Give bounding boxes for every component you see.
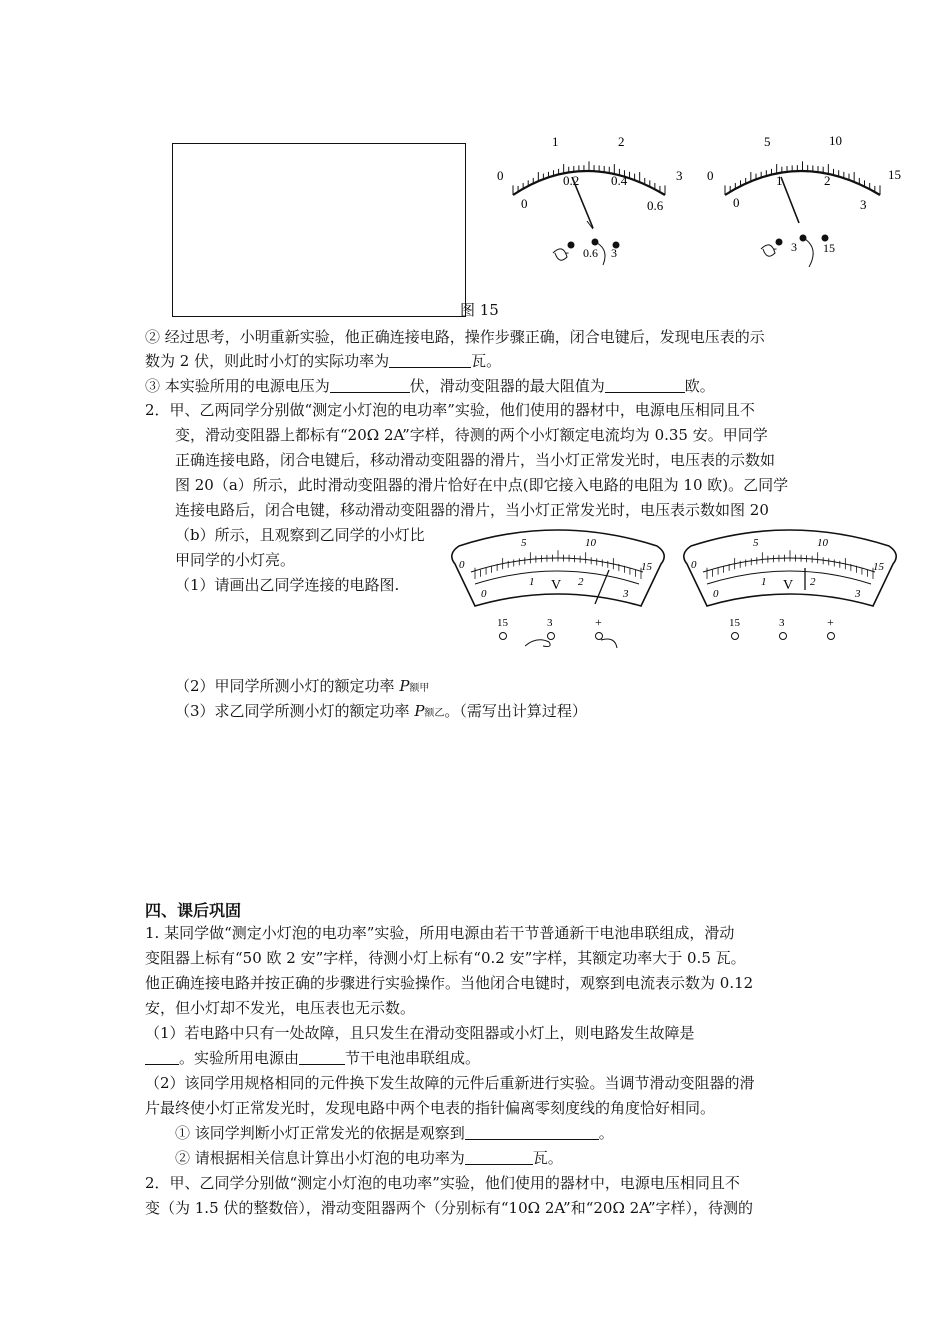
answer-box (172, 143, 466, 317)
s4-p2-line1: 2．甲、乙同学分别做“测定小灯泡的电功率”实验，他们使用的器材中，电源电压相同且不 (145, 1174, 740, 1192)
section-heading: 四、课后巩固 (145, 901, 242, 920)
terminal-label: 3 (779, 617, 785, 629)
s4-s1-text: 。实验所用电源由 (179, 1049, 300, 1067)
s4-s2-a (175, 1121, 840, 1145)
q2-part3-text: 。（需写出计算过程） (444, 702, 587, 720)
ammeter-bottom-label: 0.4 (611, 173, 628, 188)
s4-p1-line3: 他正确连接电路并按正确的步骤进行实验操作。当他闭合电键时，观察到电流表示数为 0.12 (145, 974, 754, 992)
terminal-label: + (827, 615, 834, 629)
ammeter-terminal-label: 0.6 (583, 246, 598, 260)
ammeter-terminal-label: 3 (611, 246, 617, 260)
q2-line8: （1）请画出乙同学连接的电路图. (175, 576, 400, 594)
q1-part3-text: 伏，滑动变阻器的最大阻值为 (409, 377, 605, 395)
answer-blank (145, 1049, 179, 1065)
ammeter-pointer (572, 177, 593, 228)
q2-line3: 正确连接电路，闭合电键后，移动滑动变阻器的滑片，当小灯正常发光时，电压表的示数如 (175, 451, 776, 469)
terminal-label: 3 (547, 617, 553, 629)
q2-part2-text: （2）甲同学所测小灯的额定功率 (175, 677, 400, 695)
figure-20-voltmeters (445, 524, 915, 654)
q2-line1: 2．甲、乙两同学分别做“测定小灯泡的电功率”实验，他们使用的器材中，电源电压相同且不 (145, 401, 755, 419)
terminal-label: 15 (729, 617, 740, 629)
s4-s2-line2: 片最终使小灯正常发光时，发现电路中两个电表的指针偏离零刻度线的角度恰好相同。 (145, 1099, 716, 1117)
ammeter-bottom-label: 0.2 (563, 173, 580, 188)
s4-s2-text: ② 请根据相关信息计算出小灯泡的电功率为 (175, 1149, 465, 1167)
scale-label: 10 (585, 537, 596, 549)
s4-s1-line2 (145, 1046, 810, 1070)
q1-part3-line (145, 374, 810, 398)
scale-label: 0 (713, 588, 719, 600)
voltmeter-b (684, 530, 896, 640)
terminal-dot (800, 235, 807, 242)
q1-part3-text: ③ 本实验所用的电源电压为 (145, 377, 330, 395)
voltmeter-bottom-label: 0 (733, 195, 740, 210)
scale-label: 5 (521, 537, 527, 549)
q2-line2: 变，滑动变阻器上都标有“20Ω 2A”字样，待测的两个小灯额定电流均为 0.35 安。甲同学 (175, 426, 768, 444)
scale-label: 2 (578, 576, 584, 588)
s4-p2-line2: 变（为 1.5 伏的整数倍），滑动变阻器两个（分别标有“10Ω 2A”和“20Ω 2A”字样），待测的 (145, 1199, 753, 1217)
scale-label: 0 (481, 588, 487, 600)
answer-blank (465, 1149, 533, 1165)
voltmeter-top-label: 10 (829, 133, 842, 148)
answer-blank (465, 1124, 599, 1140)
power-subscript: 额甲 (409, 683, 430, 694)
ammeter-top-label: 1 (552, 134, 559, 149)
power-symbol: P (399, 677, 410, 695)
s4-s2-line1: （2）该同学用规格相同的元件换下发生故障的元件后重新进行实验。当调节滑动变阻器的滑 (145, 1074, 755, 1092)
voltmeter-top-label: 5 (764, 134, 771, 149)
voltmeter-bottom-label: 2 (824, 173, 831, 188)
answer-blank (389, 352, 471, 368)
q1-part2-text: 数为 2 伏，则此时小灯的实际功率为 (145, 352, 390, 370)
voltmeter-dial (707, 133, 901, 267)
voltmeter-top-label: 0 (707, 168, 714, 183)
q1-part3-text: 欧。 (684, 377, 715, 395)
s4-s1-text: 节干电池串联组成。 (345, 1049, 481, 1067)
ammeter-terminal-label: - (565, 245, 569, 259)
terminal-label: 15 (497, 617, 508, 629)
scale-label: 3 (623, 588, 629, 600)
q1-part2-line1: ② 经过思考，小明重新实验，他正确连接电路，操作步骤正确，闭合电键后，发现电压表的示 (145, 328, 765, 346)
scale-label: 1 (529, 576, 535, 588)
figure-15-meters (485, 125, 915, 275)
unit-label: V (551, 578, 562, 593)
q2-line6: （b）所示，且观察到乙同学的小灯比 (175, 526, 425, 544)
q2-line7: 甲同学的小灯亮。 (175, 551, 296, 569)
terminal-label: + (595, 615, 602, 629)
power-subscript: 额乙 (424, 708, 445, 719)
answer-blank (299, 1049, 345, 1065)
voltmeter-a (452, 530, 664, 648)
ammeter-top-label: 3 (676, 168, 683, 183)
scale-label: 15 (641, 561, 652, 573)
terminal-dot (592, 239, 599, 246)
figure-15-caption: 图 15 (460, 301, 499, 319)
voltmeter-bottom-label: 3 (860, 197, 867, 212)
q2-line5: 连接电路后，闭合电键，移动滑动变阻器的滑片，当小灯正常发光时，电压表示数如图 20 (175, 501, 769, 519)
s4-p1-line1: 1. 某同学做“测定小灯泡的电功率”实验，所用电源由若干节普通新干电池串联组成，滑动 (145, 924, 735, 942)
scale-label: 0 (459, 559, 465, 571)
ammeter-bottom-label: 0.6 (647, 198, 664, 213)
answer-blank (605, 377, 685, 393)
voltmeter-terminal-label: 15 (823, 241, 835, 255)
answer-blank (330, 377, 410, 393)
scale-label: 0 (691, 559, 697, 571)
ammeter-bottom-label: 0 (521, 196, 528, 211)
s4-p1-line2: 变阻器上标有“50 欧 2 安”字样，待测小灯上标有“0.2 安”字样，其额定功率大于 0.5 瓦。 (145, 949, 746, 967)
s4-s2-text: 。 (598, 1124, 614, 1142)
q1-part2-line2 (145, 349, 810, 373)
voltmeter-bottom-label: 1 (776, 173, 783, 188)
ammeter-top-label: 0 (497, 168, 504, 183)
scale-label: 15 (873, 561, 884, 573)
scale-label: 5 (753, 537, 759, 549)
scale-label: 2 (810, 576, 816, 588)
s4-s2-text: ① 该同学判断小灯正常发光的依据是观察到 (175, 1124, 465, 1142)
unit-label: V (783, 578, 794, 593)
s4-s1-line1: （1）若电路中只有一处故障，且只发生在滑动变阻器或小灯上，则电路发生故障是 (145, 1024, 695, 1042)
voltmeter-pointer (781, 177, 799, 223)
scale-label: 3 (855, 588, 861, 600)
voltmeter-terminal-label: 3 (791, 240, 797, 254)
s4-s2-b (175, 1146, 840, 1170)
q1-part2-unit: 瓦。 (471, 352, 502, 370)
s4-p1-line4: 安，但小灯却不发光，电压表也无示数。 (145, 999, 416, 1017)
q2-part2-line (175, 674, 840, 701)
scale-label: 10 (817, 537, 828, 549)
ammeter-top-label: 2 (618, 134, 625, 149)
scale-label: 1 (761, 576, 767, 588)
power-symbol: P (414, 702, 425, 720)
s4-s2-text: 瓦。 (532, 1149, 563, 1167)
q2-part3-text: （3）求乙同学所测小灯的额定功率 (175, 702, 415, 720)
q2-line4: 图 20（a）所示，此时滑动变阻器的滑片恰好在中点(即它接入电路的电阻为 10 欧)。乙同学 (175, 476, 789, 494)
voltmeter-top-label: 15 (888, 167, 901, 182)
voltmeter-terminal-label: - (773, 241, 777, 255)
q2-part3-line (175, 699, 840, 726)
ammeter-dial (497, 134, 683, 265)
